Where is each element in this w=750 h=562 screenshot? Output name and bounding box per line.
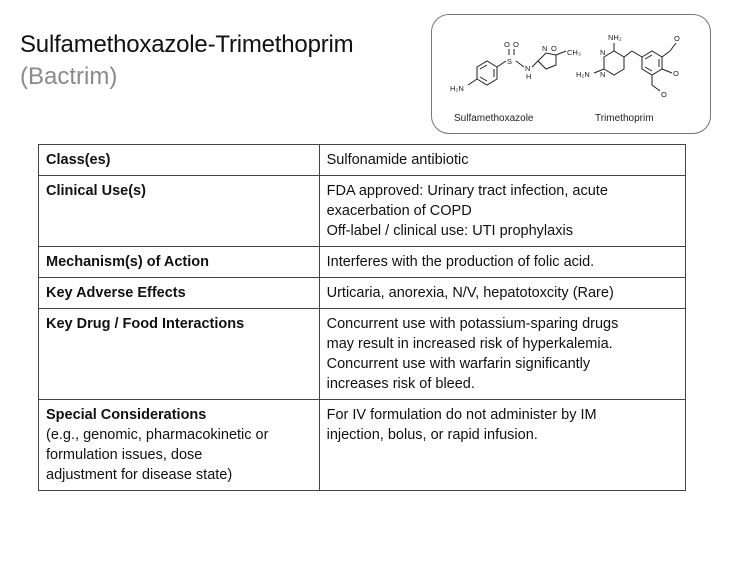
svg-text:O: O — [661, 90, 667, 99]
svg-text:N: N — [600, 70, 606, 79]
row-value-cell — [319, 145, 685, 176]
svg-text:H₂N: H₂N — [450, 84, 464, 93]
sulfamethoxazole-label: Sulfamethoxazole — [454, 113, 534, 124]
table-row — [39, 145, 686, 176]
table-row — [39, 247, 686, 278]
trimethoprim-label: Trimethoprim — [595, 113, 654, 124]
svg-text:O: O — [551, 44, 557, 53]
row-value-line: increases risk of bleed. — [326, 376, 475, 392]
svg-text:N: N — [600, 48, 606, 57]
svg-text:S: S — [507, 57, 513, 66]
row-value-line: For IV formulation do not administer by IM — [326, 407, 597, 423]
drug-info-table — [38, 144, 686, 491]
row-value-line: Off-label / clinical use: UTI prophylaxis — [326, 223, 573, 239]
table-row — [39, 309, 686, 400]
row-sublabel-line: formulation issues, dose — [46, 447, 203, 463]
svg-text:O: O — [673, 69, 679, 78]
row-label: Clinical Use(s) — [46, 183, 146, 199]
row-label-cell — [39, 400, 320, 491]
row-value-line: Concurrent use with potassium-sparing drugs — [326, 316, 619, 332]
row-label: Special Considerations — [46, 407, 207, 423]
row-label-cell — [39, 176, 320, 247]
row-value-cell — [319, 247, 685, 278]
table-row — [39, 400, 686, 491]
row-value-line: Concurrent use with warfarin significantly — [326, 356, 591, 372]
row-label-cell — [39, 278, 320, 309]
pyrimidine-ring — [604, 51, 624, 75]
drug-brand-name: (Bactrim) — [20, 63, 118, 90]
row-label-cell — [39, 247, 320, 278]
row-value-line: may result in increased risk of hyperkalemia. — [326, 336, 613, 352]
isoxazole-ring — [538, 53, 556, 69]
svg-text:O: O — [513, 40, 519, 49]
row-label: Class(es) — [46, 152, 111, 168]
svg-text:CH₃: CH₃ — [567, 48, 581, 57]
row-value-line: Sulfonamide antibiotic — [326, 152, 469, 168]
row-sublabel-line: adjustment for disease state) — [46, 467, 233, 483]
row-label-cell — [39, 309, 320, 400]
row-value-line: FDA approved: Urinary tract infection, acute — [326, 183, 608, 199]
row-label-cell — [39, 145, 320, 176]
row-sublabel-line: (e.g., genomic, pharmacokinetic or — [46, 427, 269, 443]
row-value-cell — [319, 309, 685, 400]
table-row — [39, 176, 686, 247]
svg-text:N: N — [542, 44, 548, 53]
row-value-cell — [319, 278, 685, 309]
row-value-cell — [319, 400, 685, 491]
row-label: Mechanism(s) of Action — [46, 254, 210, 270]
row-value-line: Urticaria, anorexia, N/V, hepatotoxcity (Rare) — [326, 285, 614, 301]
svg-text:NH₂: NH₂ — [608, 33, 622, 42]
svg-text:H: H — [526, 72, 532, 81]
svg-text:O: O — [504, 40, 510, 49]
row-value-line: Interferes with the production of folic acid. — [326, 254, 595, 270]
row-value-line: injection, bolus, or rapid infusion. — [326, 427, 538, 443]
svg-text:N: N — [525, 64, 531, 73]
row-label: Key Adverse Effects — [46, 285, 186, 301]
row-value-line: exacerbation of COPD — [326, 203, 472, 219]
svg-text:O: O — [674, 34, 680, 43]
row-label: Key Drug / Food Interactions — [46, 316, 245, 332]
chemical-structures-panel — [431, 14, 711, 134]
table-row — [39, 278, 686, 309]
svg-text:H₂N: H₂N — [576, 70, 590, 79]
row-value-cell — [319, 176, 685, 247]
drug-title: Sulfamethoxazole-Trimethoprim — [20, 31, 354, 58]
